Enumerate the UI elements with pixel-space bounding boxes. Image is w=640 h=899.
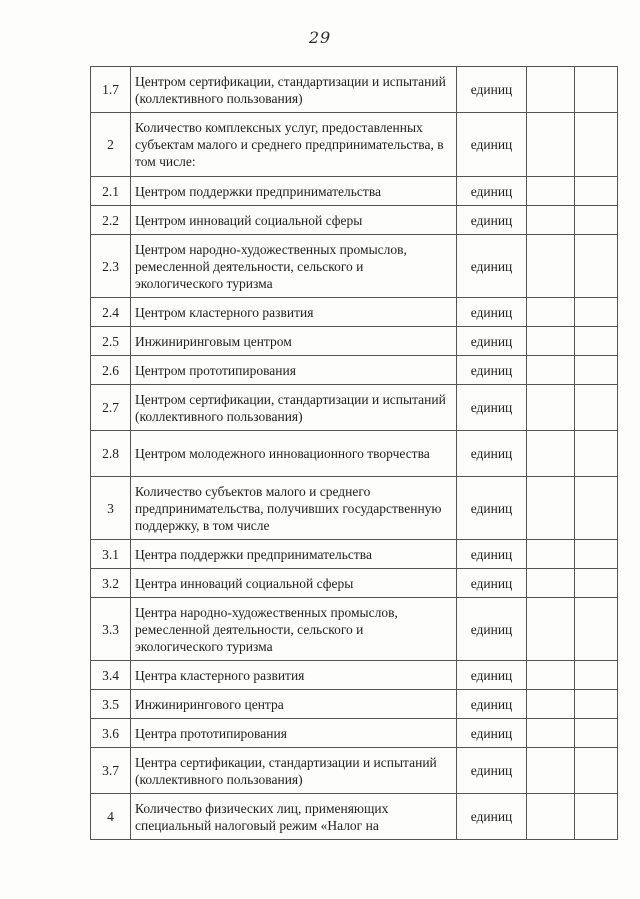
table-row bbox=[91, 298, 618, 327]
unit-cell: единиц bbox=[457, 748, 527, 794]
row-number-cell: 3.5 bbox=[91, 690, 131, 719]
value-cell-1 bbox=[527, 356, 575, 385]
table-row bbox=[91, 177, 618, 206]
unit-cell: единиц bbox=[457, 67, 527, 113]
table-row bbox=[91, 719, 618, 748]
row-number-cell: 2.7 bbox=[91, 385, 131, 431]
value-cell-2 bbox=[575, 235, 618, 298]
indicator-name-cell: Инжинирингового центра bbox=[131, 690, 457, 719]
table-body bbox=[91, 67, 618, 840]
value-cell-2 bbox=[575, 598, 618, 661]
indicator-name-cell: Центром кластерного развития bbox=[131, 298, 457, 327]
value-cell-1 bbox=[527, 113, 575, 177]
value-cell-2 bbox=[575, 67, 618, 113]
row-number-cell: 4 bbox=[91, 794, 131, 840]
row-number-cell: 2.6 bbox=[91, 356, 131, 385]
unit-cell: единиц bbox=[457, 298, 527, 327]
row-number-cell: 3.7 bbox=[91, 748, 131, 794]
value-cell-1 bbox=[527, 206, 575, 235]
unit-cell: единиц bbox=[457, 356, 527, 385]
indicator-name-cell: Центра прототипирования bbox=[131, 719, 457, 748]
row-number-cell: 3.2 bbox=[91, 569, 131, 598]
table-row bbox=[91, 598, 618, 661]
indicator-name-cell: Центром поддержки предпринимательства bbox=[131, 177, 457, 206]
value-cell-2 bbox=[575, 177, 618, 206]
table-row bbox=[91, 431, 618, 477]
value-cell-2 bbox=[575, 690, 618, 719]
indicator-name-cell: Центра народно-художественных промыслов, ремесленной деятельности, сельского и экологического туризма bbox=[131, 598, 457, 661]
indicator-name-cell: Центра инноваций социальной сферы bbox=[131, 569, 457, 598]
value-cell-2 bbox=[575, 298, 618, 327]
unit-cell: единиц bbox=[457, 235, 527, 298]
value-cell-2 bbox=[575, 431, 618, 477]
value-cell-1 bbox=[527, 385, 575, 431]
indicator-name-cell: Центром молодежного инновационного творчества bbox=[131, 431, 457, 477]
indicator-name-cell: Инжиниринговым центром bbox=[131, 327, 457, 356]
indicator-name-cell: Количество субъектов малого и среднего предпринимательства, получивших государственную поддержку, в том числе bbox=[131, 477, 457, 540]
row-number-cell: 3.4 bbox=[91, 661, 131, 690]
value-cell-2 bbox=[575, 327, 618, 356]
table-row bbox=[91, 540, 618, 569]
row-number-cell: 2.5 bbox=[91, 327, 131, 356]
table-row bbox=[91, 569, 618, 598]
value-cell-1 bbox=[527, 540, 575, 569]
value-cell-2 bbox=[575, 661, 618, 690]
indicator-name-cell: Центром сертификации, стандартизации и испытаний (коллективного пользования) bbox=[131, 385, 457, 431]
table-row bbox=[91, 67, 618, 113]
value-cell-1 bbox=[527, 177, 575, 206]
indicator-name-cell: Центра сертификации, стандартизации и испытаний (коллективного пользования) bbox=[131, 748, 457, 794]
value-cell-1 bbox=[527, 298, 575, 327]
indicator-name-cell: Центром сертификации, стандартизации и испытаний (коллективного пользования) bbox=[131, 67, 457, 113]
value-cell-1 bbox=[527, 719, 575, 748]
value-cell-1 bbox=[527, 67, 575, 113]
indicator-name-cell: Центра поддержки предпринимательства bbox=[131, 540, 457, 569]
value-cell-2 bbox=[575, 719, 618, 748]
row-number-cell: 2 bbox=[91, 113, 131, 177]
unit-cell: единиц bbox=[457, 327, 527, 356]
row-number-cell: 3.1 bbox=[91, 540, 131, 569]
table-row bbox=[91, 748, 618, 794]
table-row bbox=[91, 235, 618, 298]
table-row bbox=[91, 356, 618, 385]
value-cell-2 bbox=[575, 540, 618, 569]
unit-cell: единиц bbox=[457, 794, 527, 840]
table-row bbox=[91, 327, 618, 356]
unit-cell: единиц bbox=[457, 719, 527, 748]
row-number-cell: 3 bbox=[91, 477, 131, 540]
value-cell-2 bbox=[575, 113, 618, 177]
unit-cell: единиц bbox=[457, 385, 527, 431]
table-row bbox=[91, 385, 618, 431]
value-cell-2 bbox=[575, 385, 618, 431]
unit-cell: единиц bbox=[457, 113, 527, 177]
row-number-cell: 1.7 bbox=[91, 67, 131, 113]
value-cell-1 bbox=[527, 431, 575, 477]
unit-cell: единиц bbox=[457, 598, 527, 661]
table-row bbox=[91, 690, 618, 719]
value-cell-1 bbox=[527, 690, 575, 719]
unit-cell: единиц bbox=[457, 661, 527, 690]
unit-cell: единиц bbox=[457, 540, 527, 569]
indicators-table bbox=[90, 66, 618, 840]
indicator-name-cell: Количество комплексных услуг, предоставленных субъектам малого и среднего предпринимательства, в том числе: bbox=[131, 113, 457, 177]
value-cell-2 bbox=[575, 206, 618, 235]
unit-cell: единиц bbox=[457, 206, 527, 235]
table-row bbox=[91, 113, 618, 177]
value-cell-2 bbox=[575, 748, 618, 794]
value-cell-1 bbox=[527, 794, 575, 840]
value-cell-1 bbox=[527, 661, 575, 690]
unit-cell: единиц bbox=[457, 431, 527, 477]
table-row bbox=[91, 477, 618, 540]
indicator-name-cell: Количество физических лиц, применяющих специальный налоговый режим «Налог на bbox=[131, 794, 457, 840]
row-number-cell: 2.8 bbox=[91, 431, 131, 477]
unit-cell: единиц bbox=[457, 569, 527, 598]
indicator-name-cell: Центра кластерного развития bbox=[131, 661, 457, 690]
row-number-cell: 2.4 bbox=[91, 298, 131, 327]
indicator-name-cell: Центром инноваций социальной сферы bbox=[131, 206, 457, 235]
value-cell-1 bbox=[527, 235, 575, 298]
unit-cell: единиц bbox=[457, 177, 527, 206]
page-number: 29 bbox=[308, 28, 332, 47]
indicator-name-cell: Центром прототипирования bbox=[131, 356, 457, 385]
value-cell-1 bbox=[527, 569, 575, 598]
row-number-cell: 2.3 bbox=[91, 235, 131, 298]
row-number-cell: 2.2 bbox=[91, 206, 131, 235]
unit-cell: единиц bbox=[457, 690, 527, 719]
value-cell-1 bbox=[527, 327, 575, 356]
value-cell-2 bbox=[575, 794, 618, 840]
value-cell-2 bbox=[575, 569, 618, 598]
row-number-cell: 3.6 bbox=[91, 719, 131, 748]
row-number-cell: 3.3 bbox=[91, 598, 131, 661]
value-cell-2 bbox=[575, 356, 618, 385]
table-row bbox=[91, 661, 618, 690]
table-row bbox=[91, 206, 618, 235]
row-number-cell: 2.1 bbox=[91, 177, 131, 206]
value-cell-1 bbox=[527, 598, 575, 661]
unit-cell: единиц bbox=[457, 477, 527, 540]
value-cell-1 bbox=[527, 477, 575, 540]
table-row bbox=[91, 794, 618, 840]
value-cell-2 bbox=[575, 477, 618, 540]
value-cell-1 bbox=[527, 748, 575, 794]
indicator-name-cell: Центром народно-художественных промыслов, ремесленной деятельности, сельского и экологического туризма bbox=[131, 235, 457, 298]
